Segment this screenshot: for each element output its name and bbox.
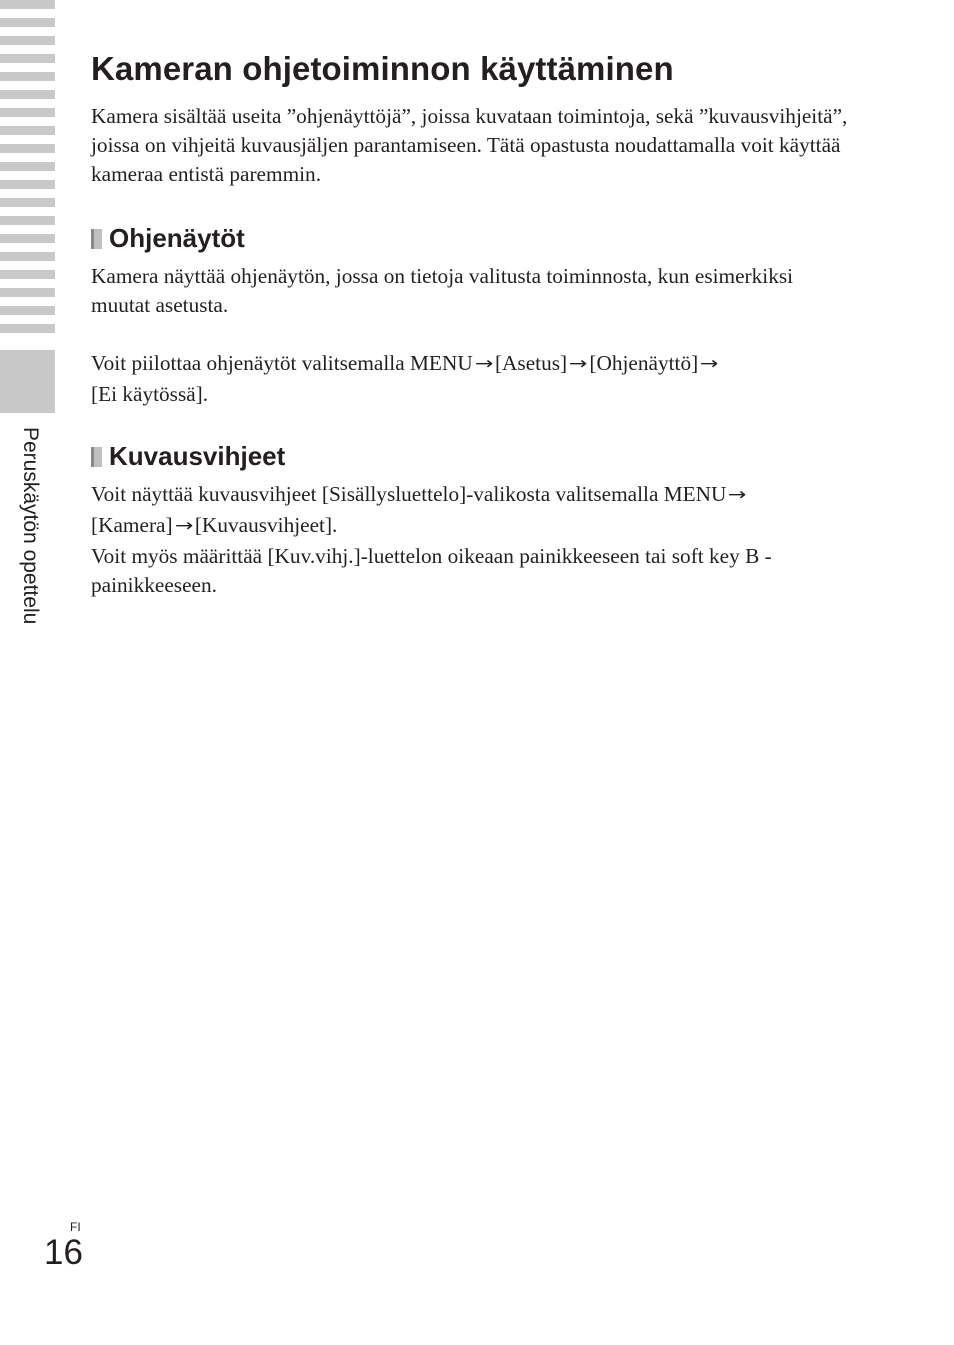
arrow-right-icon: → — [474, 354, 494, 374]
language-code: FI — [70, 1220, 81, 1234]
side-tab-label: Peruskäytön opettelu — [19, 427, 42, 625]
text-span: Voit myös määrittää [Kuv.vihj.]-luettelon oikeaan painikkeeseen tai soft key B -painikkeeseen. — [91, 544, 772, 597]
edge-stripes-decoration — [0, 0, 55, 340]
arrow-right-icon: → — [568, 354, 588, 374]
intro-paragraph: Kamera sisältää useita ”ohjenäyttöjä”, joissa kuvataan toimintoja, sekä ”kuvausvihjeitä”, joissa on vihjeitä kuvausjäljen parantamiseen. Tätä opastusta noudattamalla voit käyttää kameraa entistä paremmin. — [91, 104, 848, 186]
edge-tab-block — [0, 350, 55, 413]
page-title: Kameran ohjetoiminnon käyttäminen — [91, 50, 674, 87]
arrow-right-icon: → — [700, 354, 719, 374]
section1-paragraph-2 — [91, 349, 851, 409]
text-span: Voit piilottaa ohjenäytöt valitsemalla MENU — [91, 351, 473, 375]
text-span: [Asetus] — [494, 351, 568, 375]
text-span: [Ohjenäyttö] — [589, 351, 699, 375]
section-heading-kuvausvihjeet — [91, 441, 285, 472]
arrow-right-icon: → — [728, 485, 747, 505]
text-span: [Kamera] — [91, 513, 173, 537]
text-span: [Ei käytössä]. — [91, 382, 209, 406]
page-number: 16 — [44, 1233, 83, 1272]
text-span: [Kuvausvihjeet]. — [194, 513, 338, 537]
section1-paragraph-1: Kamera näyttää ohjenäytön, jossa on tietoja valitusta toiminnosta, kun esimerkiksi muutat asetusta. — [91, 264, 794, 317]
section2-paragraph — [91, 480, 851, 600]
section-heading-text: Ohjenäytöt — [109, 223, 245, 253]
text-span: Voit näyttää kuvausvihjeet [Sisällysluettelo]-valikosta valitsemalla MENU — [91, 482, 727, 506]
arrow-right-icon: → — [174, 516, 193, 536]
section-marker-icon — [91, 229, 102, 249]
section-heading-ohjenaytot — [91, 223, 245, 254]
section-marker-icon — [91, 447, 102, 467]
section-heading-text: Kuvausvihjeet — [109, 441, 286, 471]
